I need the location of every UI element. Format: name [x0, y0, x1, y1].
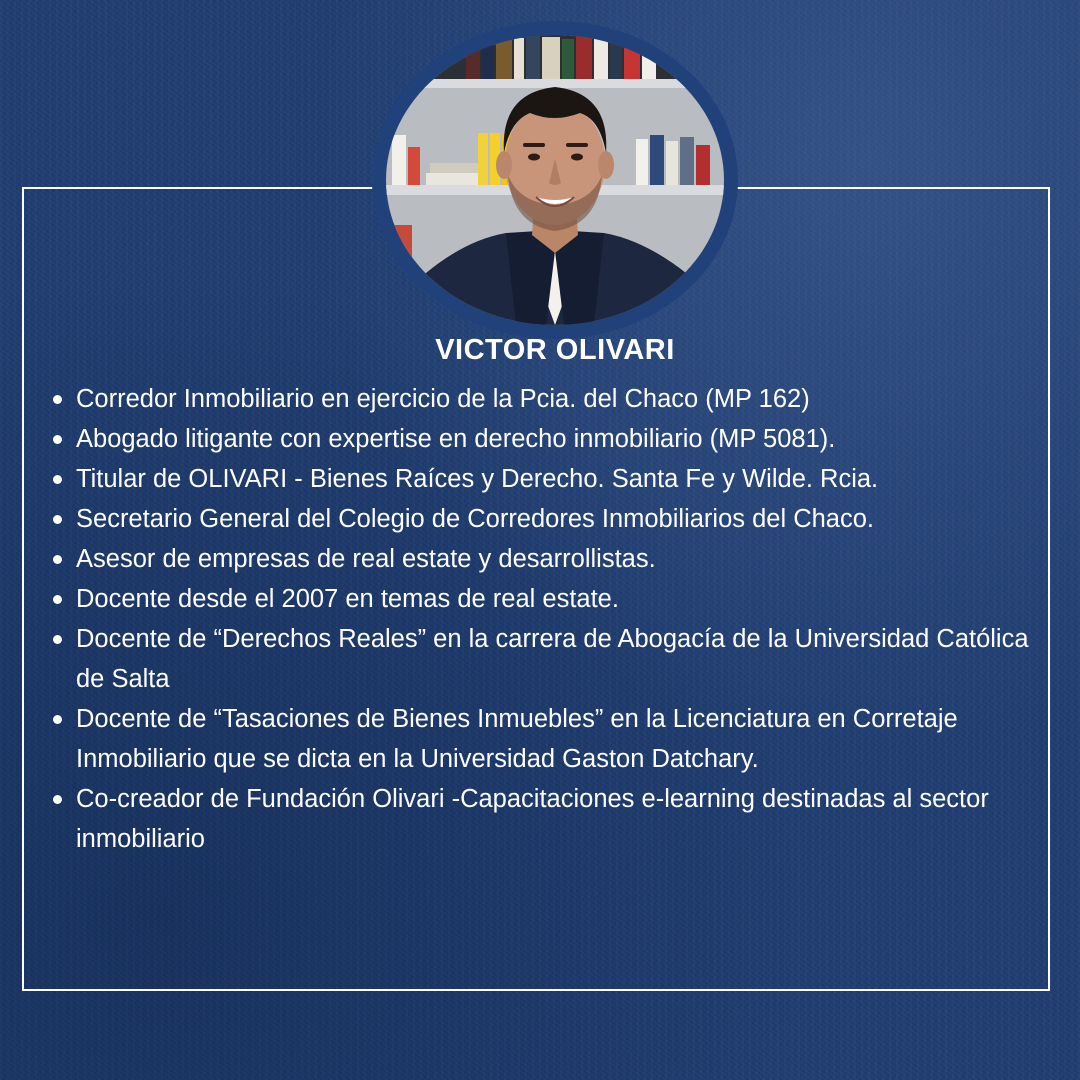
bio-item: Abogado litigante con expertise en derecho inmobiliario (MP 5081). — [76, 419, 1061, 459]
bio-item: Asesor de empresas de real estate y desarrollistas. — [76, 539, 1061, 579]
bio-item: Docente de “Tasaciones de Bienes Inmuebles” en la Licenciatura en Corretaje Inmobiliario que se dicta en la Universidad Gaston Datchary. — [76, 699, 1061, 779]
bio-item: Secretario General del Colegio de Corredores Inmobiliarios del Chaco. — [76, 499, 1061, 539]
profile-photo — [386, 35, 724, 325]
profile-name: VICTOR OLIVARI — [435, 334, 675, 366]
bio-list — [76, 379, 1061, 859]
bio-item: Corredor Inmobiliario en ejercicio de la Pcia. del Chaco (MP 162) — [76, 379, 1061, 419]
bio-item: Docente desde el 2007 en temas de real estate. — [76, 579, 1061, 619]
bio-item: Docente de “Derechos Reales” en la carrera de Abogacía de la Universidad Católica de Salta — [76, 619, 1061, 699]
bio-item: Co-creador de Fundación Olivari -Capacitaciones e-learning destinadas al sector inmobiliario — [76, 779, 1061, 859]
bio-item: Titular de OLIVARI - Bienes Raíces y Derecho. Santa Fe y Wilde. Rcia. — [76, 459, 1061, 499]
